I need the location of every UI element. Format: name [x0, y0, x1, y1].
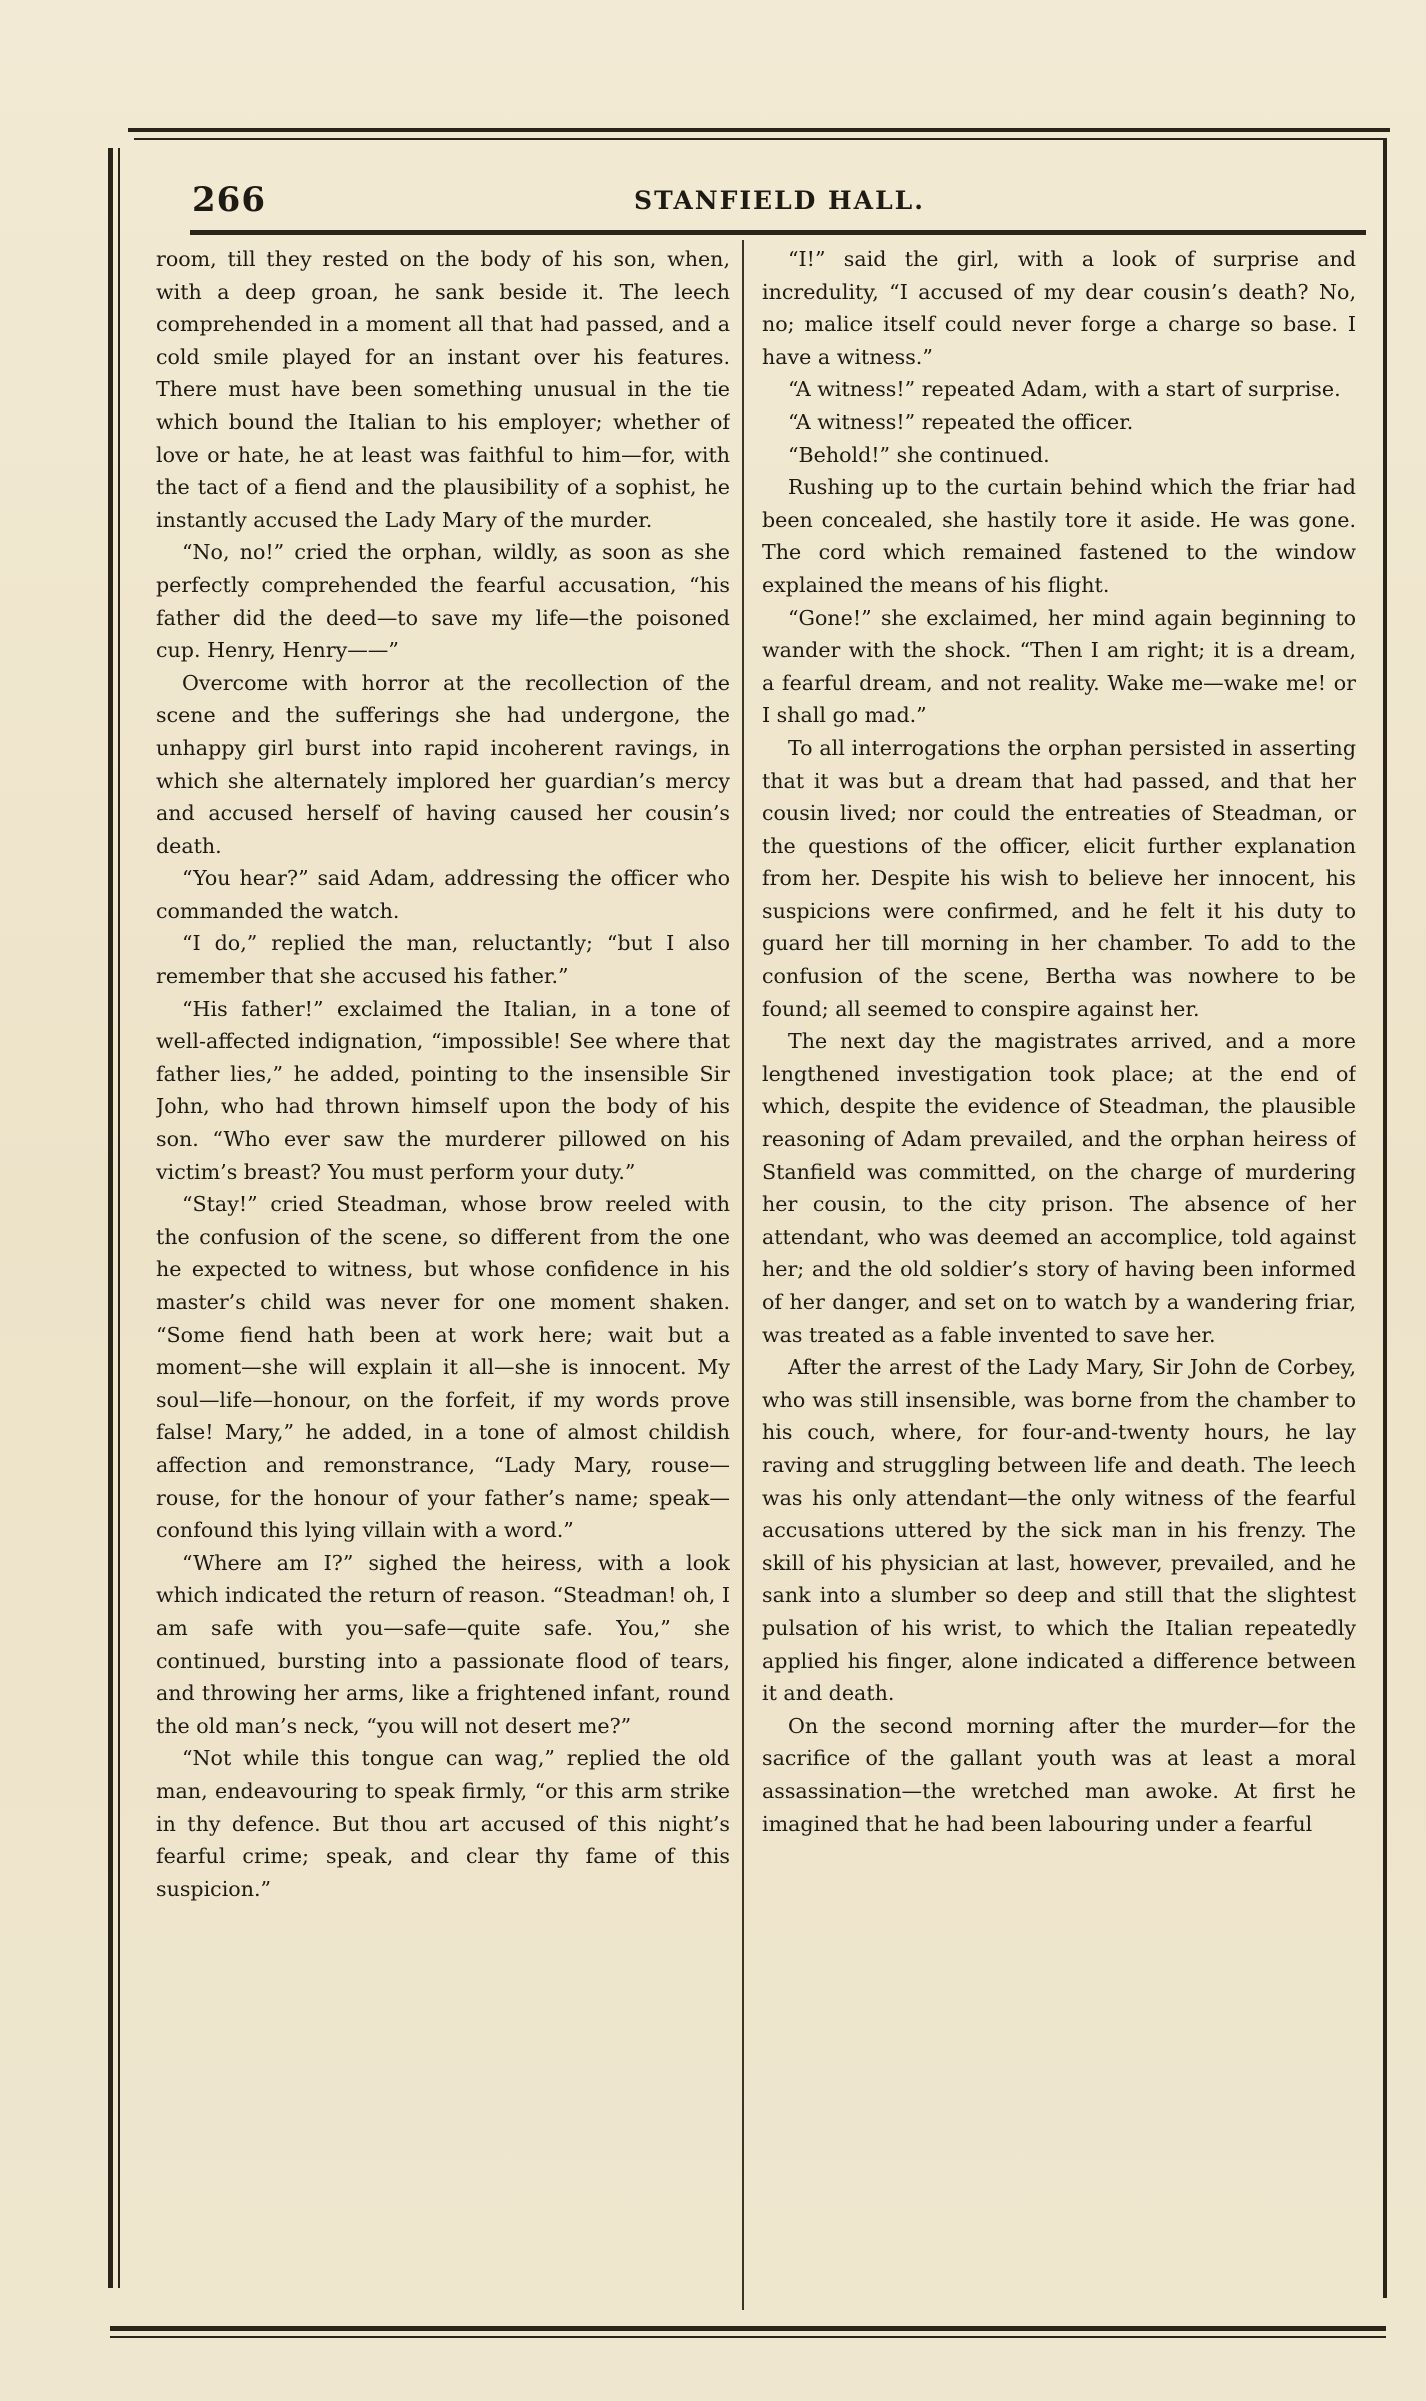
paragraph: “Where am I?” sighed the heiress, with a look which indicated the return of reason. “Steadman! oh, I am safe with you—safe—quite safe. You,” she continued, bursting into a passionate flood of tears, and throwing her arms, like a frightened infant, round the old man’s neck, “you will not desert me?”	[156, 1550, 730, 1738]
paragraph: “Gone!” she exclaimed, her mind again beginning to wander with the shock. “Then I am right; it is a dream, a fearful dream, and not reality. Wake me—wake me! or I shall go mad.”	[762, 605, 1356, 728]
border-top-rule	[128, 128, 1390, 132]
border-right-rule	[1383, 138, 1387, 2298]
paragraph: To all interrogations the orphan persisted in asserting that it was but a dream that had passed, and that her cousin lived; nor could the entreaties of Steadman, or the questions of the officer, elicit further explanation from her. Despite his wish to believe her innocent, his suspicions were confirmed, and he felt it his duty to guard her till morning in her chamber. To add to the confusion of the scene, Bertha was nowhere to be found; all seemed to conspire against her.	[762, 735, 1356, 1021]
paragraph: The next day the magistrates arrived, and a more lengthened investigation took place; at the end of which, despite the evidence of Steadman, the plausible reasoning of Adam prevailed, and the orphan heiress of Stanfield was committed, on the charge of murdering her cousin, to the city prison. The absence of her attendant, who was deemed an accomplice, told against her; and the old soldier’s story of having been informed of her danger, and set on to watch by a wandering friar, was treated as a fable invented to save her.	[762, 1029, 1356, 1347]
paragraph: “Not while this tongue can wag,” replied the old man, endeavouring to speak firmly, “or this arm strike in thy defence. But thou art accused of this night’s fearful crime; speak, and clear thy fame of this suspicion.”	[156, 1746, 730, 1901]
left-column	[156, 243, 730, 2303]
border-top-inner-rule	[134, 138, 1384, 140]
paragraph: “No, no!” cried the orphan, wildly, as soon as she perfectly comprehended the fearful accusation, “his father did the deed—to save my life—the poisoned cup. Henry, Henry——”	[156, 540, 730, 663]
paragraph: On the second morning after the murder—for the sacrifice of the gallant youth was at least a moral assassination—the wretched man awoke. At first he imagined that he had been labouring under a fearful	[762, 1713, 1356, 1836]
border-bottom-inner-rule	[110, 2336, 1386, 2338]
paragraph: “Stay!” cried Steadman, whose brow reeled with the confusion of the scene, so different from the one he expected to witness, but whose confidence in his master’s child was never for one moment shaken. “Some fiend hath been at work here; wait but a moment—she will explain it all—she is innocent. My soul—life—honour, on the forfeit, if my words prove false! Mary,” he added, in a tone of almost childish affection and remonstrance, “Lady Mary, rouse—rouse, for the honour of your father’s name; speak—confound this lying villain with a word.”	[156, 1192, 730, 1543]
right-column	[762, 243, 1356, 2303]
column-divider	[742, 240, 744, 2310]
page-header	[192, 180, 1367, 230]
paragraph: “Behold!” she continued.	[788, 442, 1050, 467]
paragraph: After the arrest of the Lady Mary, Sir John de Corbey, who was still insensible, was borne from the chamber to his couch, where, for four-and-twenty hours, he lay raving and struggling between life and death. The leech was his only attendant—the only witness of the fearful accusations uttered by the sick man in his frenzy. The skill of his physician at last, however, prevailed, and he sank into a slumber so deep and still that the slightest pulsation of his wrist, to which the Italian repeatedly applied his finger, alone indicated a difference between it and death.	[762, 1355, 1356, 1706]
page-number: 266	[192, 180, 266, 220]
paragraph: room, till they rested on the body of his son, when, with a deep groan, he sank beside it. The leech comprehended in a moment all that had passed, and a cold smile played for an instant over his features. There must have been something unusual in the tie which bound the Italian to his employer; whether of love or hate, he at least was faithful to him—for, with the tact of a fiend and the plausibility of a sophist, he instantly accused the Lady Mary of the murder.	[156, 247, 730, 532]
paragraph: “His father!” exclaimed the Italian, in a tone of well-affected indignation, “impossible! See where that father lies,” he added, pointing to the insensible Sir John, who had thrown himself upon the body of his son. “Who ever saw the murderer pillowed on his victim’s breast? You must perform your duty.”	[156, 996, 730, 1184]
paragraph: “A witness!” repeated the officer.	[788, 409, 1134, 434]
paragraph: Overcome with horror at the recollection of the scene and the sufferings she had undergone, the unhappy girl burst into rapid incoherent ravings, in which she alternately implored her guardian’s mercy and accused herself of having caused her cousin’s death.	[156, 670, 730, 858]
running-title: STANFIELD HALL.	[634, 186, 925, 215]
paragraph: “I do,” replied the man, reluctantly; “but I also remember that she accused his father.”	[156, 931, 730, 989]
header-rule	[190, 230, 1366, 235]
border-left-rule	[108, 148, 113, 2288]
paragraph: “I!” said the girl, with a look of surprise and incredulity, “I accused of my dear cousin’s death? No, no; malice itself could never forge a charge so base. I have a witness.”	[762, 247, 1356, 369]
paragraph: Rushing up to the curtain behind which the friar had been concealed, she hastily tore it aside. He was gone. The cord which remained fastened to the window explained the means of his flight.	[762, 475, 1356, 597]
border-left-inner-rule	[118, 148, 120, 2288]
border-bottom-rule	[110, 2326, 1386, 2331]
paragraph: “A witness!” repeated Adam, with a start of surprise.	[788, 377, 1341, 402]
paragraph: “You hear?” said Adam, addressing the officer who commanded the watch.	[156, 866, 730, 923]
